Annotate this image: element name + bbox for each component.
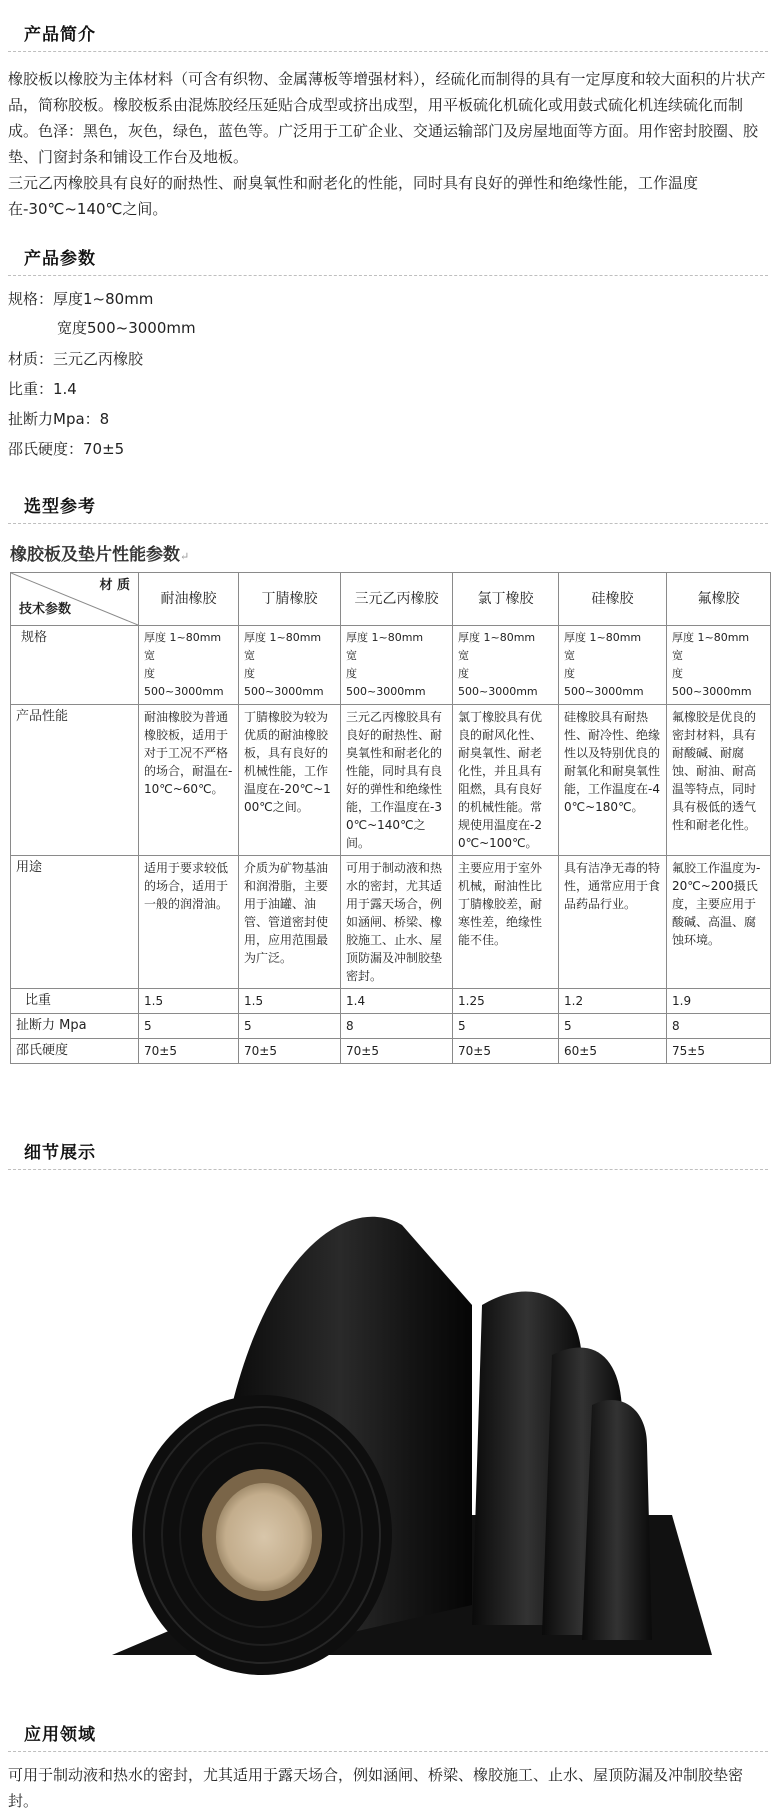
rubber-spec-table	[10, 572, 771, 1064]
table-cell: 适用于要求较低的场合，适用于一般的润滑油。	[139, 856, 239, 989]
table-cell: 丁腈橡胶为较为优质的耐油橡胶板，具有良好的机械性能，工作温度在-20℃~100℃之间。	[239, 705, 341, 856]
table-cell: 1.5	[239, 989, 341, 1014]
table-cell: 厚度 1~80mm 宽 度 500~3000mm	[341, 626, 453, 705]
section-title-application: 应用领域	[24, 1725, 96, 1745]
table-cell: 厚度 1~80mm 宽 度 500~3000mm	[139, 626, 239, 705]
table-cell: 60±5	[559, 1039, 667, 1064]
table-cell: 1.5	[139, 989, 239, 1014]
table-cell: 主要应用于室外机械，耐油性比丁腈橡胶差，耐寒性差，绝缘性能不佳。	[453, 856, 559, 989]
section-divider	[8, 523, 768, 524]
table-cell: 5	[453, 1014, 559, 1039]
table-row-tensile	[11, 1014, 771, 1039]
table-caption	[10, 540, 189, 565]
section-divider	[8, 51, 768, 52]
rubber-sheet-roll-photo	[112, 1185, 712, 1685]
row-label: 扯断力 Mpa	[11, 1014, 139, 1039]
intro-paragraph-2: 三元乙丙橡胶具有良好的耐热性、耐臭氧性和耐老化的性能，同时具有良好的弹性和绝缘性能，工作温度在-30℃~140℃之间。	[8, 174, 699, 218]
section-divider	[8, 1169, 768, 1170]
table-cell: 75±5	[667, 1039, 771, 1064]
section-title-detail: 细节展示	[24, 1143, 96, 1163]
row-label: 比重	[11, 989, 139, 1014]
table-cell: 厚度 1~80mm 宽 度 500~3000mm	[667, 626, 771, 705]
column-header: 耐油橡胶	[139, 573, 239, 626]
param-spec-width: 宽度500~3000mm	[57, 319, 196, 337]
section-header-intro	[0, 12, 776, 52]
section-divider	[8, 275, 768, 276]
section-divider	[8, 1751, 768, 1752]
table-cell: 8	[667, 1014, 771, 1039]
table-cell: 8	[341, 1014, 453, 1039]
application-paragraph: 可用于制动液和热水的密封，尤其适用于露天场合，例如涵闸、桥梁、橡胶施工、止水、屋顶防漏及冲制胶垫密封。	[8, 1766, 744, 1810]
table-cell: 厚度 1~80mm 宽 度 500~3000mm	[239, 626, 341, 705]
table-caption-text: 橡胶板及垫片性能参数	[10, 545, 180, 565]
table-cell: 具有洁净无毒的特性，通常应用于食品药品行业。	[559, 856, 667, 989]
section-header-selection	[0, 484, 776, 524]
row-label: 规格	[11, 626, 139, 705]
table-cell: 厚度 1~80mm 宽 度 500~3000mm	[453, 626, 559, 705]
column-header: 三元乙丙橡胶	[341, 573, 453, 626]
param-material: 材质：三元乙丙橡胶	[8, 350, 144, 368]
param-hardness: 邵氏硬度：70±5	[8, 440, 125, 458]
table-header-row	[11, 573, 771, 626]
table-cell: 1.9	[667, 989, 771, 1014]
table-cell: 70±5	[341, 1039, 453, 1064]
section-title-intro: 产品简介	[24, 25, 96, 45]
row-label: 邵氏硬度	[11, 1039, 139, 1064]
row-label: 用途	[11, 856, 139, 989]
column-header: 氯丁橡胶	[453, 573, 559, 626]
spec-width: 500~3000mm	[144, 685, 224, 698]
table-cell: 70±5	[453, 1039, 559, 1064]
spec-thickness: 厚度 1~80mm	[144, 631, 222, 644]
paragraph-mark-icon: ↵	[180, 550, 190, 563]
table-cell: 厚度 1~80mm 宽 度 500~3000mm	[559, 626, 667, 705]
table-cell: 氟橡胶是优良的密封材料，具有耐酸碱、耐腐蚀、耐油、耐高温等特点，同时具有极低的透气性和耐老化性。	[667, 705, 771, 856]
table-cell: 三元乙丙橡胶具有良好的耐热性、耐臭氧性和耐老化的性能，同时具有良好的弹性和绝缘性能，工作温度在-30℃~140℃之间。	[341, 705, 453, 856]
param-spec-thickness: 规格：厚度1~80mm	[8, 290, 154, 308]
table-row-spec	[11, 626, 771, 705]
column-header: 硅橡胶	[559, 573, 667, 626]
table-cell: 可用于制动液和热水的密封，尤其适用于露天场合，例如涵闸、桥梁、橡胶施工、止水、屋顶防漏及冲制胶垫密封。	[341, 856, 453, 989]
section-header-detail	[0, 1130, 776, 1170]
table-cell: 70±5	[139, 1039, 239, 1064]
section-header-application	[0, 1712, 776, 1752]
table-cell: 1.25	[453, 989, 559, 1014]
corner-material-label: 材 质	[99, 578, 130, 593]
table-row-gravity	[11, 989, 771, 1014]
param-gravity: 比重：1.4	[8, 380, 77, 398]
table-cell: 介质为矿物基油和润滑脂，主要用于油罐、油管、管道密封使用，应用范围最为广泛。	[239, 856, 341, 989]
table-cell: 5	[139, 1014, 239, 1039]
table-cell: 氟胶工作温度为-20℃~200摄氏度，主要应用于酸碱、高温、腐蚀环境。	[667, 856, 771, 989]
table-cell: 70±5	[239, 1039, 341, 1064]
param-tensile: 扯断力Mpa：8	[8, 410, 110, 428]
table-cell: 1.2	[559, 989, 667, 1014]
table-row-performance	[11, 705, 771, 856]
table-cell: 1.4	[341, 989, 453, 1014]
corner-params-label: 技术参数	[19, 602, 72, 617]
table-row-usage	[11, 856, 771, 989]
column-header: 丁腈橡胶	[239, 573, 341, 626]
table-cell: 5	[559, 1014, 667, 1039]
column-header: 氟橡胶	[667, 573, 771, 626]
table-cell: 耐油橡胶为普通橡胶板，适用于对于工况不严格的场合，耐温在-10℃~60℃。	[139, 705, 239, 856]
table-cell: 5	[239, 1014, 341, 1039]
table-cell: 硅橡胶具有耐热性、耐冷性、绝缘性以及特别优良的耐氧化和耐臭氧性能，工作温度在-40℃~180℃。	[559, 705, 667, 856]
section-title-params: 产品参数	[24, 249, 96, 269]
table-corner-cell	[11, 573, 139, 626]
section-header-params	[0, 236, 776, 276]
row-label: 产品性能	[11, 705, 139, 856]
section-title-selection: 选型参考	[24, 497, 96, 517]
table-row-hardness	[11, 1039, 771, 1064]
table-cell: 氯丁橡胶具有优良的耐风化性、耐臭氧性、耐老化性，并且具有阻燃，具有良好的机械性能。常规使用温度在-20℃~100℃。	[453, 705, 559, 856]
intro-paragraph-1: 橡胶板以橡胶为主体材料（可含有织物、金属薄板等增强材料），经硫化而制得的具有一定厚度和较大面积的片状产品，简称胶板。橡胶板系由混炼胶经压延贴合成型或挤出成型，用平板硫化机硫化或用鼓式硫化机连续硫化而制成。色泽：黑色，灰色，绿色，蓝色等。广泛用于工矿企业、交通运输部门及房屋地面等方面。用作密封胶圈、胶垫、门窗封条和铺设工作台及地板。	[8, 70, 766, 166]
